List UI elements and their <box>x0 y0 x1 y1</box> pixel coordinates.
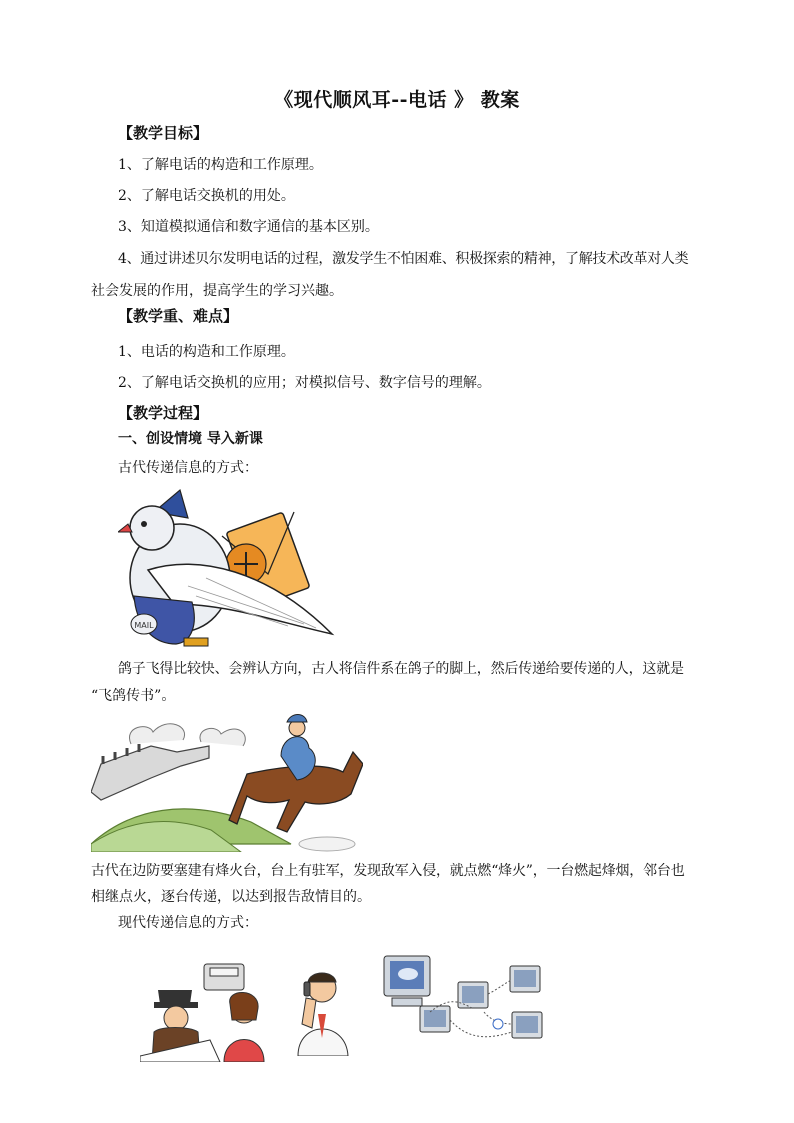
ancient-intro: 古代传递信息的方式： <box>118 460 258 476</box>
keypoint-item-2: 2、了解电话交换机的应用；对模拟信号、数字信号的理解。 <box>118 375 491 391</box>
keypoints-heading: 【教学重、难点】 <box>118 307 239 325</box>
mobile-phone-user-illustration <box>292 968 354 1056</box>
keypoint-item-1: 1、电话的构造和工作原理。 <box>118 344 295 360</box>
pigeon-text-line1: 鸽子飞得比较快、会辨认方向，古人将信件系在鸽子的脚上，然后传递给要传递的人，这就是 <box>118 661 684 677</box>
goal-item-2: 2、了解电话交换机的用处。 <box>118 188 295 204</box>
telephone-call-illustration <box>140 960 268 1062</box>
carrier-pigeon-illustration <box>118 484 340 650</box>
beacon-text-line1: 古代在边防要塞建有烽火台，台上有驻军，发现敌军入侵，就点燃“烽火”，一台燃起烽烟，邻台也 <box>91 863 685 879</box>
pigeon-text-line2: “飞鸽传书”。 <box>91 688 176 704</box>
goal-item-4-cont: 社会发展的作用，提高学生的学习兴趣。 <box>91 283 343 299</box>
process-heading: 【教学过程】 <box>118 404 209 422</box>
mail-badge-text: MAIL <box>134 621 154 630</box>
computer-network-illustration <box>380 952 558 1054</box>
goal-item-3: 3、知道模拟通信和数字通信的基本区别。 <box>118 219 379 235</box>
document-title: 《现代顺风耳--电话 》 教案 <box>274 89 520 111</box>
goal-item-4: 4、通过讲述贝尔发明电话的过程，激发学生不怕困难、积极探索的精神，了解技术改革对人类 <box>118 251 689 267</box>
goals-heading: 【教学目标】 <box>118 124 209 142</box>
beacon-text-line2: 相继点火，逐台传递，以达到报告敌情目的。 <box>91 889 371 905</box>
goal-item-1: 1、了解电话的构造和工作原理。 <box>118 157 323 173</box>
beacon-tower-illustration <box>91 712 363 852</box>
modern-intro: 现代传递信息的方式： <box>118 915 258 931</box>
step1-heading: 一、创设情境 导入新课 <box>118 431 263 447</box>
